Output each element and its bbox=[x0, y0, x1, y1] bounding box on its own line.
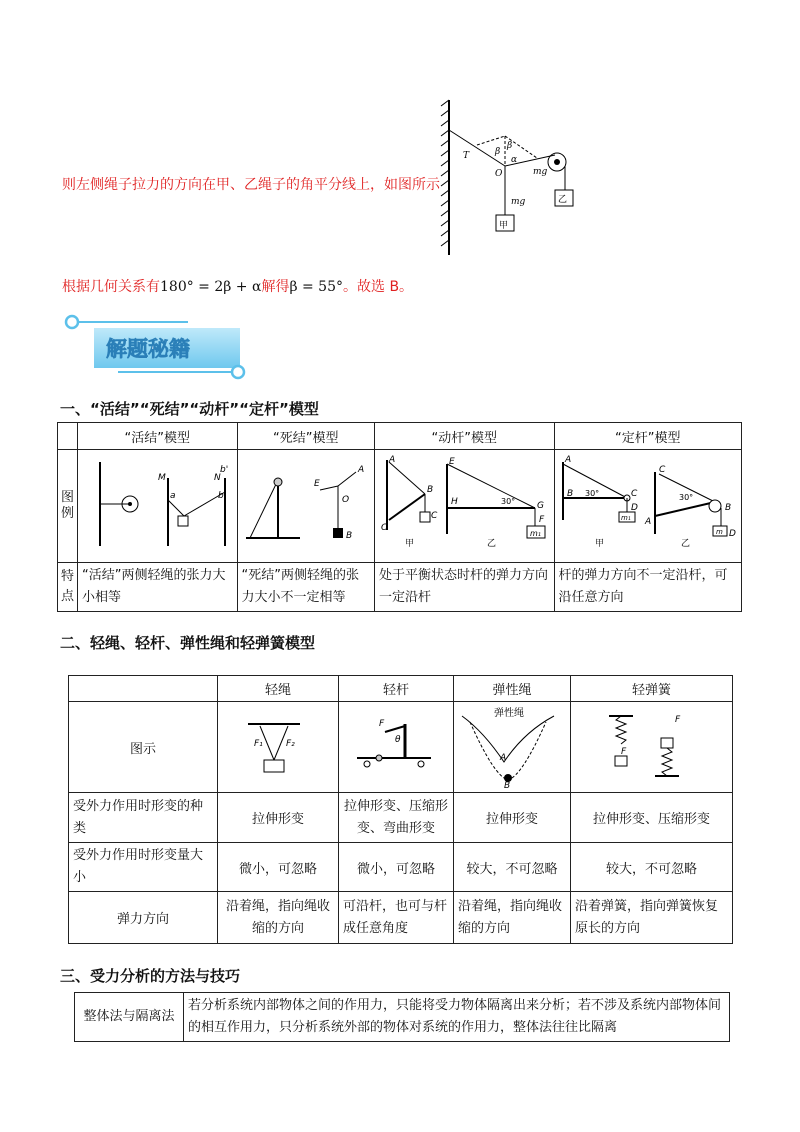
fig-elastic bbox=[454, 702, 571, 793]
fig-rod bbox=[339, 702, 454, 793]
svg-text:E: E bbox=[313, 479, 320, 489]
label-jia: 甲 bbox=[499, 221, 509, 231]
svg-text:F₂: F₂ bbox=[286, 739, 295, 749]
svg-text:B: B bbox=[427, 485, 434, 495]
method-desc: 若分析系统内部物体之间的作用力，只能将受力物体隔离出来分析；若不涉及系统内部物体间的相互作用力，只分析系统外部的物体对系统的作用力，整体法往往比隔离 bbox=[184, 993, 730, 1042]
svg-text:A: A bbox=[389, 455, 396, 465]
svg-text:b': b' bbox=[220, 465, 229, 475]
svg-text:A: A bbox=[564, 455, 571, 465]
svg-text:D: D bbox=[728, 529, 736, 539]
intro-text: 则左侧绳子拉力的方向在甲、乙绳子的角平分线上，如图所示 bbox=[62, 177, 440, 193]
fig-dinggan bbox=[554, 450, 742, 563]
model-table-2: 轻绳 轻杆 弹性绳 轻弹簧 图示 F₁ F₂ F θ 弹性绳 A B F F 受外力作用时形变的种类 拉伸形变 拉伸形变、压缩形变、弯曲形变 拉伸形变 拉伸形变、压缩形变 受外力作用时形变量大小 微小，可忽略 微小，可忽略 较大，不可忽略 较大，不可忽略 弹力方向 沿着绳，指向绳收缩的方向 可沿杆，也可与杆成任意角度 沿着绳，指向绳收缩的方向 沿着弹簧，指向弹簧恢复原长的方向 bbox=[68, 675, 733, 944]
header-spring: 轻弹簧 bbox=[571, 676, 733, 702]
svg-text:A: A bbox=[644, 517, 651, 527]
feature-donggan: 处于平衡状态时杆的弹力方向一定沿杆 bbox=[375, 563, 554, 612]
label-mg-2: mg bbox=[511, 197, 526, 207]
label-beta-1: β bbox=[495, 147, 501, 157]
section2-title: 二、轻绳、轻杆、弹性绳和轻弹簧模型 bbox=[60, 634, 316, 652]
banner-title: 解题秘籍 bbox=[106, 337, 190, 361]
label-O: O bbox=[495, 169, 503, 179]
svg-text:θ: θ bbox=[395, 735, 401, 745]
svg-text:M: M bbox=[158, 473, 166, 483]
svg-text:B: B bbox=[724, 503, 731, 513]
svg-text:乙: 乙 bbox=[680, 539, 690, 549]
svg-text:m₁: m₁ bbox=[620, 514, 631, 522]
label-alpha: α bbox=[511, 155, 518, 165]
method-name: 整体法与隔离法 bbox=[75, 993, 184, 1042]
row-force-dir-label: 弹力方向 bbox=[69, 892, 218, 944]
svg-text:A: A bbox=[500, 753, 507, 763]
svg-text:N: N bbox=[214, 473, 221, 483]
svg-text:b: b bbox=[218, 491, 224, 501]
model-table-1 bbox=[57, 422, 742, 612]
rope-tension-figure bbox=[437, 100, 577, 255]
svg-text:乙: 乙 bbox=[487, 539, 497, 549]
svg-text:C: C bbox=[630, 489, 637, 499]
geometry-text: 根据几何关系有180° = 2β + α解得β = 55°。故选 B。 bbox=[62, 279, 414, 295]
row-label-feat: 特点 bbox=[58, 563, 78, 612]
svg-text:E: E bbox=[449, 457, 455, 467]
svg-text:O: O bbox=[381, 523, 389, 533]
equation-2: β = 55° bbox=[289, 279, 343, 295]
svg-text:C: C bbox=[431, 511, 438, 521]
header-dinggan: “定杆”模型 bbox=[554, 423, 742, 450]
fig-spring bbox=[571, 702, 733, 793]
feature-sijie: “死结”两侧轻绳的张力大小不一定相等 bbox=[237, 563, 374, 612]
svg-text:H: H bbox=[451, 497, 458, 507]
svg-text:F₁: F₁ bbox=[254, 739, 263, 749]
label-yi: 乙 bbox=[558, 195, 568, 205]
row-deform-size-label: 受外力作用时形变量大小 bbox=[69, 843, 218, 892]
svg-text:A: A bbox=[357, 465, 364, 475]
label-mg-1: mg bbox=[533, 167, 548, 177]
header-sijie: “死结”模型 bbox=[237, 423, 374, 450]
row-label-fig: 图例 bbox=[58, 450, 78, 563]
row-deform-type-label: 受外力作用时形变的种类 bbox=[69, 793, 218, 843]
tips-banner bbox=[58, 310, 258, 384]
label-beta-2: β bbox=[507, 141, 513, 151]
header-rope: 轻绳 bbox=[218, 676, 339, 702]
svg-text:30°: 30° bbox=[678, 493, 693, 502]
svg-text:30°: 30° bbox=[584, 489, 599, 498]
svg-text:F: F bbox=[539, 515, 545, 525]
svg-text:m: m bbox=[715, 528, 723, 536]
feature-dinggan: 杆的弹力方向不一定沿杆，可沿任意方向 bbox=[554, 563, 742, 612]
header-rod: 轻杆 bbox=[339, 676, 454, 702]
header-elastic: 弹性绳 bbox=[454, 676, 571, 702]
section3-title: 三、受力分析的方法与技巧 bbox=[60, 967, 241, 985]
svg-text:D: D bbox=[630, 503, 638, 513]
equation-1: 180° = 2β + α bbox=[160, 279, 262, 295]
section1-title: 一、“活结”“死结”“动杆”“定杆”模型 bbox=[60, 400, 319, 418]
label-T: T bbox=[463, 151, 470, 161]
fig-rope bbox=[218, 702, 339, 793]
svg-text:G: G bbox=[537, 501, 544, 511]
svg-text:甲: 甲 bbox=[405, 539, 415, 549]
svg-text:F: F bbox=[675, 715, 681, 725]
row-fig-label: 图示 bbox=[69, 702, 218, 793]
feature-huojie: “活结”两侧轻绳的张力大小相等 bbox=[78, 563, 237, 612]
fig-huojie bbox=[78, 450, 237, 563]
svg-text:F: F bbox=[379, 719, 385, 729]
svg-text:B: B bbox=[504, 781, 511, 791]
svg-text:30°: 30° bbox=[501, 497, 516, 506]
method-table bbox=[74, 992, 730, 1042]
svg-text:弹性绳: 弹性绳 bbox=[494, 708, 524, 719]
svg-text:甲: 甲 bbox=[594, 539, 604, 549]
svg-text:F: F bbox=[621, 747, 627, 757]
svg-text:B: B bbox=[345, 531, 352, 541]
svg-text:O: O bbox=[341, 495, 349, 505]
fig-donggan bbox=[375, 450, 554, 563]
svg-text:m₁: m₁ bbox=[530, 529, 542, 538]
header-huojie: “活结”模型 bbox=[78, 423, 237, 450]
svg-text:a: a bbox=[170, 491, 176, 501]
header-donggan: “动杆”模型 bbox=[375, 423, 554, 450]
fig-sijie bbox=[237, 450, 374, 563]
svg-text:C: C bbox=[658, 465, 665, 475]
svg-text:B: B bbox=[566, 489, 573, 499]
